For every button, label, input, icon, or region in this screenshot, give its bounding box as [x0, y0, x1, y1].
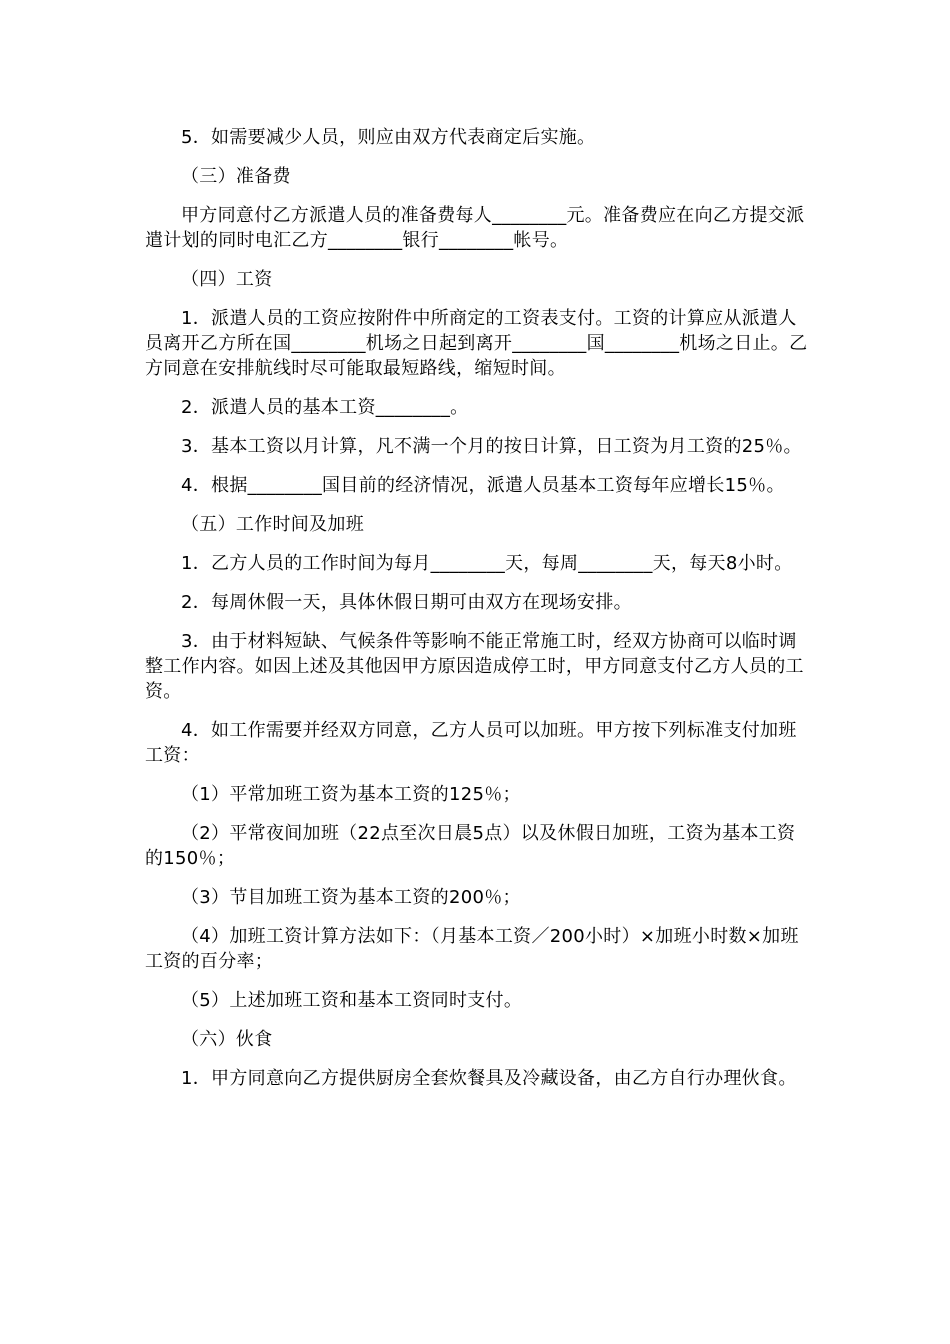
paragraph-overtime-night: （2）平常夜间加班（22点至次日晨5点）以及休假日加班，工资为基本工资的150％；: [145, 823, 796, 869]
paragraph-wage-schedule: 1．派遣人员的工资应按附件中所商定的工资表支付。工资的计算应从派遣人员离开乙方所在国________机场之日起到离开________国________机场之日止。乙方同意在安排航线时尽可能取最短路线，缩短时间。: [145, 308, 808, 379]
paragraph-work-time: 1．乙方人员的工作时间为每月________天，每周________天，每天8小时。: [181, 553, 793, 574]
paragraph-kitchen: 1．甲方同意向乙方提供厨房全套炊餐具及冷藏设备，由乙方自行办理伙食。: [181, 1068, 797, 1089]
paragraph-annual-increase: 4．根据________国目前的经济情况，派遣人员基本工资每年应增长15％。: [181, 475, 785, 496]
section-heading-wages: （四）工资: [181, 269, 273, 290]
section-heading-work-hours: （五）工作时间及加班: [181, 514, 364, 535]
section-heading-meals: （六）伙食: [181, 1029, 273, 1050]
paragraph-overtime-payment: （5）上述加班工资和基本工资同时支付。: [181, 990, 523, 1011]
paragraph-overtime-formula: （4）加班工资计算方法如下：（月基本工资／200小时）×加班小时数×加班工资的百分率；: [145, 926, 799, 972]
paragraph-monthly-calc: 3．基本工资以月计算，凡不满一个月的按日计算，日工资为月工资的25％。: [181, 436, 802, 457]
paragraph-overtime: 4．如工作需要并经双方同意，乙方人员可以加班。甲方按下列标准支付加班工资：: [145, 720, 797, 766]
paragraph-weekly-rest: 2．每周休假一天，具体休假日期可由双方在现场安排。: [181, 592, 632, 613]
paragraph-overtime-holiday: （3）节目加班工资为基本工资的200％；: [181, 887, 521, 908]
paragraph-reduce-staff: 5．如需要减少人员，则应由双方代表商定后实施。: [181, 127, 596, 148]
paragraph-preparation-fee: 甲方同意付乙方派遣人员的准备费每人________元。准备费应在向乙方提交派遣计划的同时电汇乙方________银行________帐号。: [145, 205, 805, 251]
document-body: [145, 125, 810, 1105]
paragraph-basic-wage: 2．派遣人员的基本工资________。: [181, 397, 469, 418]
section-heading-preparation-fee: （三）准备费: [181, 166, 291, 187]
paragraph-work-stoppage: 3．由于材料短缺、气候条件等影响不能正常施工时，经双方协商可以临时调整工作内容。如因上述及其他因甲方原因造成停工时，甲方同意支付乙方人员的工资。: [145, 631, 804, 702]
paragraph-overtime-normal: （1）平常加班工资为基本工资的125％；: [181, 784, 521, 805]
